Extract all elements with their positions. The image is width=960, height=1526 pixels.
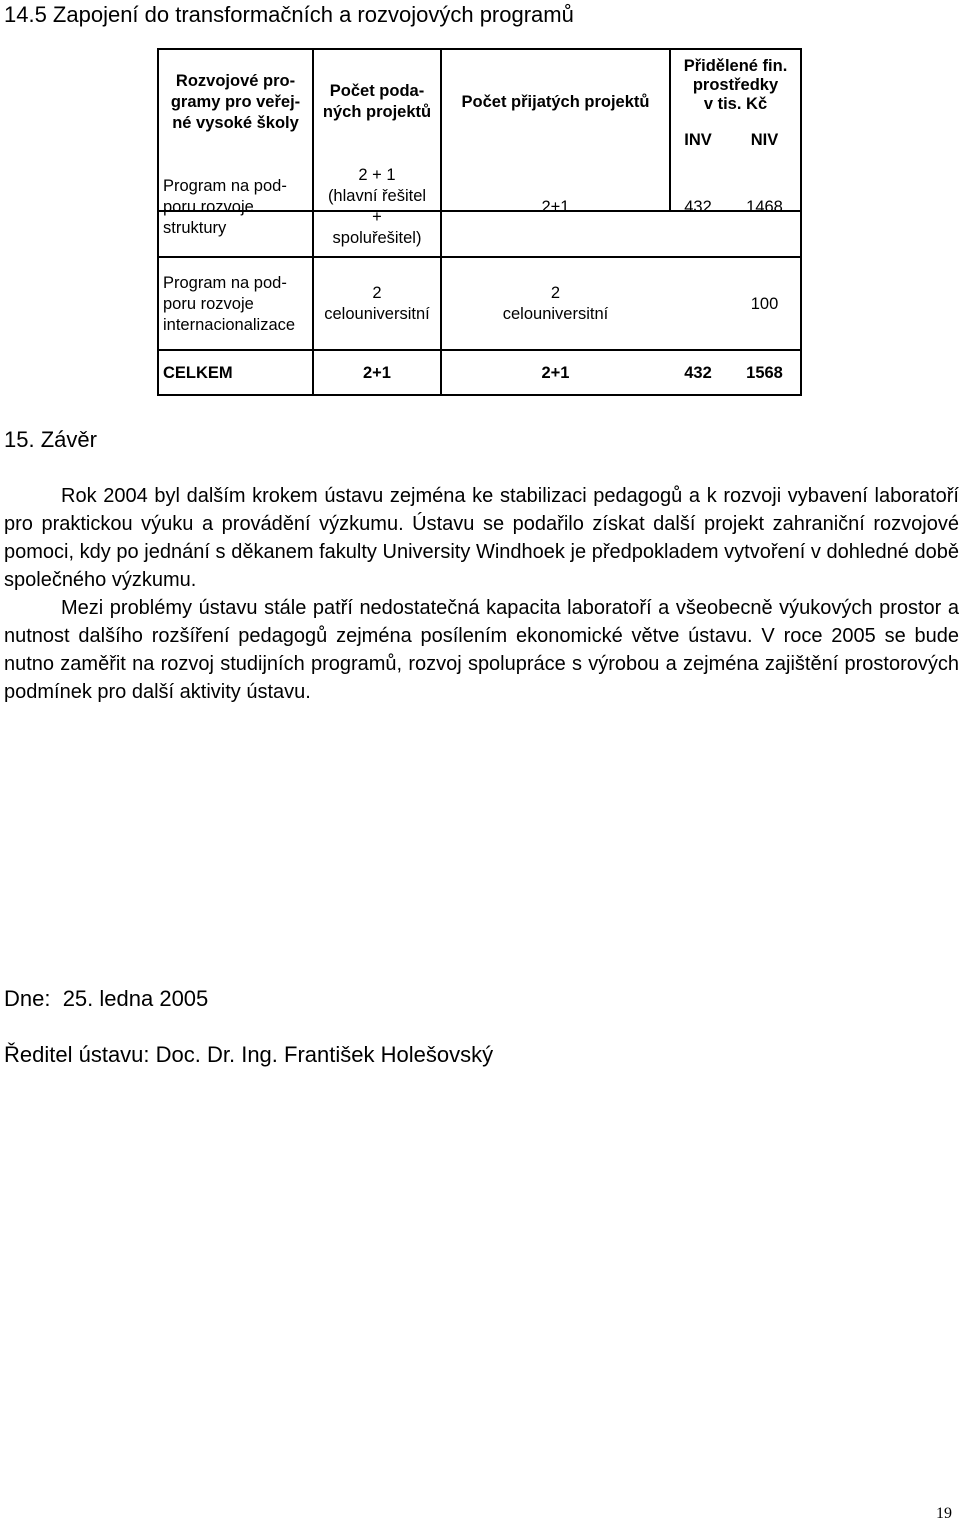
director-line: Ředitel ústavu: Doc. Dr. Ing. František Holešovský [4, 1042, 494, 1067]
header-accepted: Počet přijatých projektů [461, 92, 650, 111]
header-submitted: Počet poda- ných projektů [322, 82, 432, 121]
row1-accepted: 2+1 [541, 197, 570, 216]
row1-program: Program na pod- poru rozvoje struktury [163, 176, 287, 237]
total-accepted: 2+1 [541, 363, 570, 382]
row2-program: Program na pod- poru rozvoje internacionalizace [163, 273, 296, 334]
header-inv: INV [684, 130, 712, 149]
total-label: CELKEM [163, 363, 233, 382]
row1-submitted: 2 + 1 (hlavní řešitel + spoluřešitel) [327, 166, 427, 247]
row1-niv: 1468 [746, 197, 783, 216]
header-program: Rozvojové pro- gramy pro veřej- né vysoké školy [170, 71, 301, 132]
header-niv: NIV [750, 130, 779, 149]
row2-submitted: 2 celouniversitní [324, 284, 430, 323]
header-funds: Přidělené fin. prostředky v tis. Kč [683, 56, 788, 113]
row2-accepted: 2 celouniversitní [502, 284, 609, 323]
date-line: Dne: 25. ledna 2005 [4, 986, 209, 1011]
section-15-title: 15. Závěr [4, 427, 97, 452]
programs-table [157, 48, 802, 396]
row2-niv: 100 [750, 294, 779, 313]
total-inv: 432 [684, 363, 712, 382]
row2-inv [671, 258, 725, 350]
total-niv: 1568 [746, 363, 783, 382]
conclusion-paragraph-1: Rok 2004 byl dalším krokem ústavu zejména ke stabilizaci pedagogů a k rozvoji vybavení laboratoří pro praktickou výuku a provádění výzkumu. Ústavu se podařilo získat další projekt zahraniční rozvojové pomoci, kdy po jednání s děkanem fakulty University Windhoek je předpokladem vytvoření v dohledné době společného výzkumu. [4, 485, 959, 591]
conclusion-paragraph-2: Mezi problémy ústavu stále patří nedostatečná kapacita laboratoří a všeobecně výukových prostor a nutnost dalšího rozšíření pedagogů zejména posílením ekonomické větve ústavu. V roce 2005 se bude nutno zaměřit na rozvoj studijních programů, rozvoj spolupráce s výrobou a zejména zajištění prostorových podmínek pro další aktivity ústavu. [4, 597, 959, 703]
page-number: 19 [936, 1505, 952, 1522]
section-14-5-title: 14.5 Zapojení do transformačních a rozvojových programů [4, 2, 574, 27]
table-line [800, 48, 802, 396]
total-submitted: 2+1 [363, 363, 391, 382]
row1-inv: 432 [684, 197, 712, 216]
